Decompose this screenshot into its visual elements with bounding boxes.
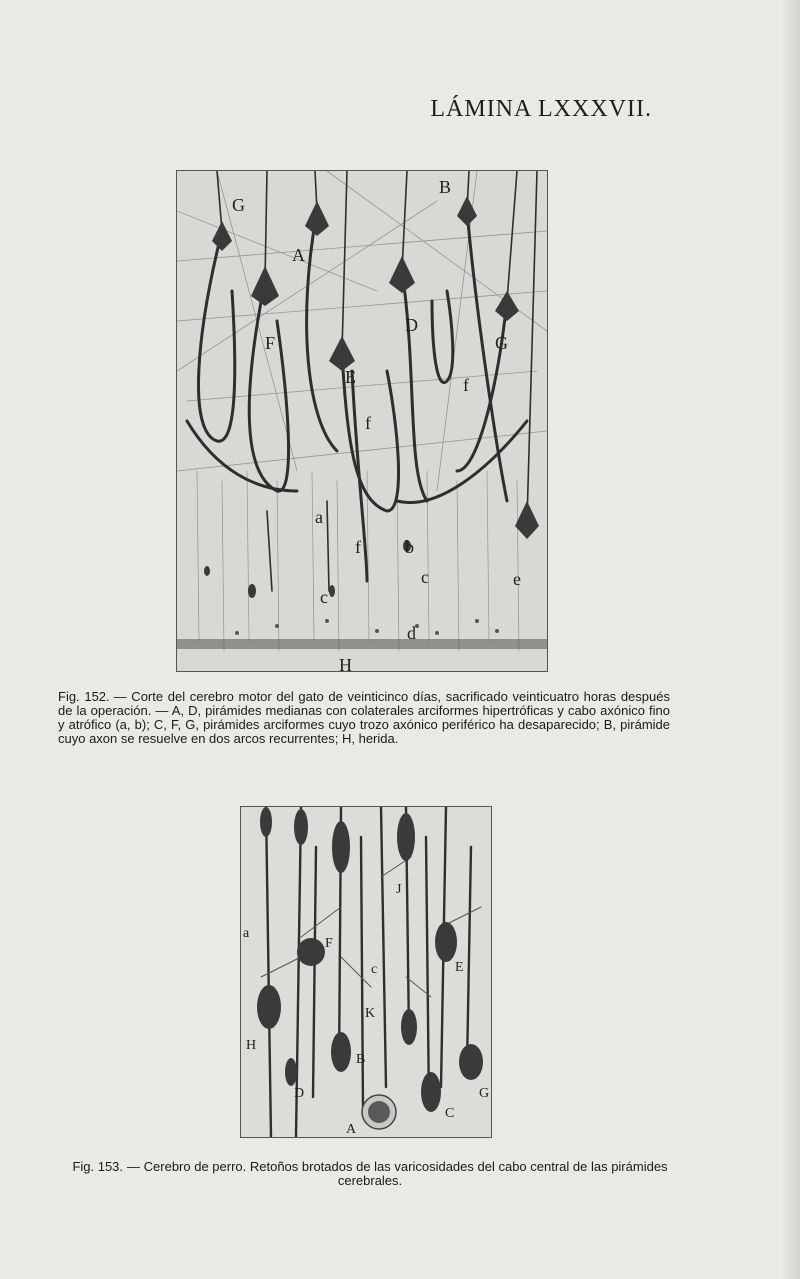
label-f: F — [265, 333, 276, 353]
label-a: A — [292, 245, 305, 265]
figure-153-text: — Cerebro de perro. Retoños brotados de las varicosidades del cabo central de las pirámides cerebrales. — [127, 1159, 668, 1188]
neuron-drawing-152 — [177, 171, 547, 671]
label-e: E — [345, 367, 356, 387]
figure-152-number: Fig. 152. — [58, 689, 110, 704]
label-d-small: d — [407, 623, 416, 643]
label-a: a — [243, 926, 250, 941]
label-e: E — [455, 960, 464, 975]
label-h: H — [339, 655, 352, 671]
label-c-lower: c — [320, 587, 328, 607]
figure-152-caption — [58, 690, 670, 746]
figure-152-text: — Corte del cerebro motor del gato de veinticinco días, sacrificado veinticuatro horas después de la operación. — A, D, pirámides medianas con colaterales arciformes hipertróficas y cabo axónico fino y atrófico (a, b); C, F, G, pirámides arciformes cuyo trozo axónico periférico ha desaparecido; B, pirámide cuyo axon se resuelve en dos arcos recurrentes; H, herida. — [58, 689, 670, 746]
label-a-small: a — [315, 507, 323, 527]
figure-152-labels — [232, 177, 521, 671]
label-h: H — [246, 1038, 257, 1053]
label-f-small: f — [355, 537, 361, 557]
label-b-small: b — [405, 537, 414, 557]
label-c-upper: C — [445, 1106, 455, 1121]
page-edge-shadow — [782, 0, 800, 1279]
figure-153-number: Fig. 153. — [72, 1159, 124, 1174]
label-g: G — [232, 195, 245, 215]
figure-153-illustration — [240, 806, 492, 1138]
figure-153-caption — [60, 1160, 680, 1188]
label-f-lower: f — [463, 375, 469, 395]
label-k: K — [365, 1006, 376, 1021]
label-b: B — [356, 1052, 366, 1067]
label-a-upper: A — [346, 1122, 357, 1137]
label-g: G — [479, 1086, 490, 1101]
label-e-small: e — [513, 569, 521, 589]
label-j: J — [396, 882, 402, 897]
label-f: F — [325, 936, 333, 951]
label-d: D — [405, 315, 418, 335]
label-d: D — [294, 1086, 305, 1101]
label-c: c — [371, 962, 378, 977]
plate-title: LÁMINA LXXXVII. — [430, 96, 652, 122]
label-c-small: c — [421, 567, 429, 587]
label-f-mid: f — [365, 413, 371, 433]
figure-152-illustration — [176, 170, 548, 672]
label-g-right: G — [495, 333, 508, 353]
label-b: B — [439, 177, 452, 197]
neuron-drawing-153 — [241, 807, 491, 1137]
